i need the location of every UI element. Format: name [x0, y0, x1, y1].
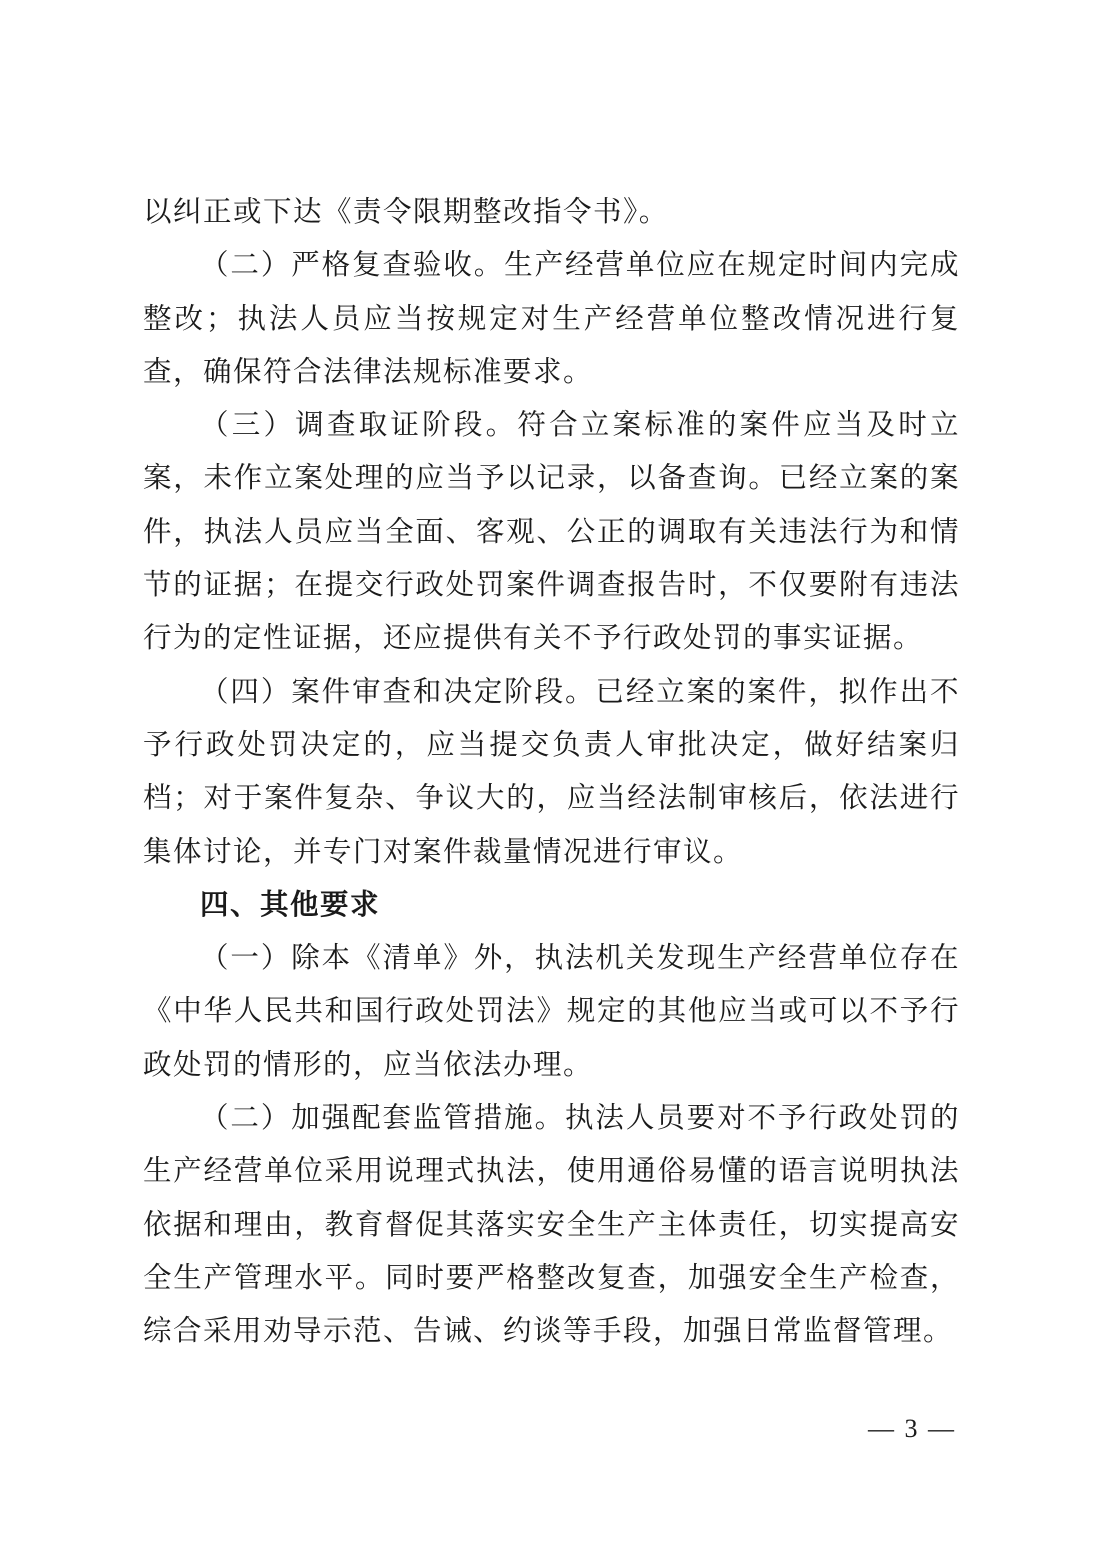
- page-number: — 3 —: [868, 1414, 956, 1443]
- paragraph-review-acceptance: （二）严格复查验收。生产经营单位应在规定时间内完成整改；执法人员应当按规定对生产经营单位整改情况进行复查，确保符合法律法规标准要求。: [143, 248, 960, 388]
- section-heading: 四、其他要求: [200, 887, 381, 921]
- paragraph-investigation: （三）调查取证阶段。符合立案标准的案件应当及时立案，未作立案处理的应当予以记录，以备查询。已经立案的案件，执法人员应当全面、客观、公正的调取有关违法行为和情节的证据；在提交行政处罚案件调查报告时，不仅要附有违法行为的定性证据，还应提供有关不予行政处罚的事实证据。: [143, 408, 960, 655]
- paragraph-other-requirement-1: （一）除本《清单》外，执法机关发现生产经营单位存在《中华人民共和国行政处罚法》规定的其他应当或可以不予行政处罚的情形的，应当依法办理。: [143, 941, 960, 1081]
- document-body: [143, 185, 960, 1358]
- paragraph-case-review: （四）案件审查和决定阶段。已经立案的案件，拟作出不予行政处罚决定的，应当提交负责人审批决定，做好结案归档；对于案件复杂、争议大的，应当经法制审核后，依法进行集体讨论，并专门对案件裁量情况进行审议。: [143, 674, 960, 868]
- paragraph-continuation: 以纠正或下达《责令限期整改指令书》。: [143, 195, 669, 228]
- paragraph-other-requirement-2: （二）加强配套监管措施。执法人员要对不予行政处罚的生产经营单位采用说理式执法，使用通俗易懂的语言说明执法依据和理由，教育督促其落实安全生产主体责任，切实提高安全生产管理水平。同时要严格整改复查，加强安全生产检查，综合采用劝导示范、告诫、约谈等手段，加强日常监督管理。: [143, 1101, 960, 1348]
